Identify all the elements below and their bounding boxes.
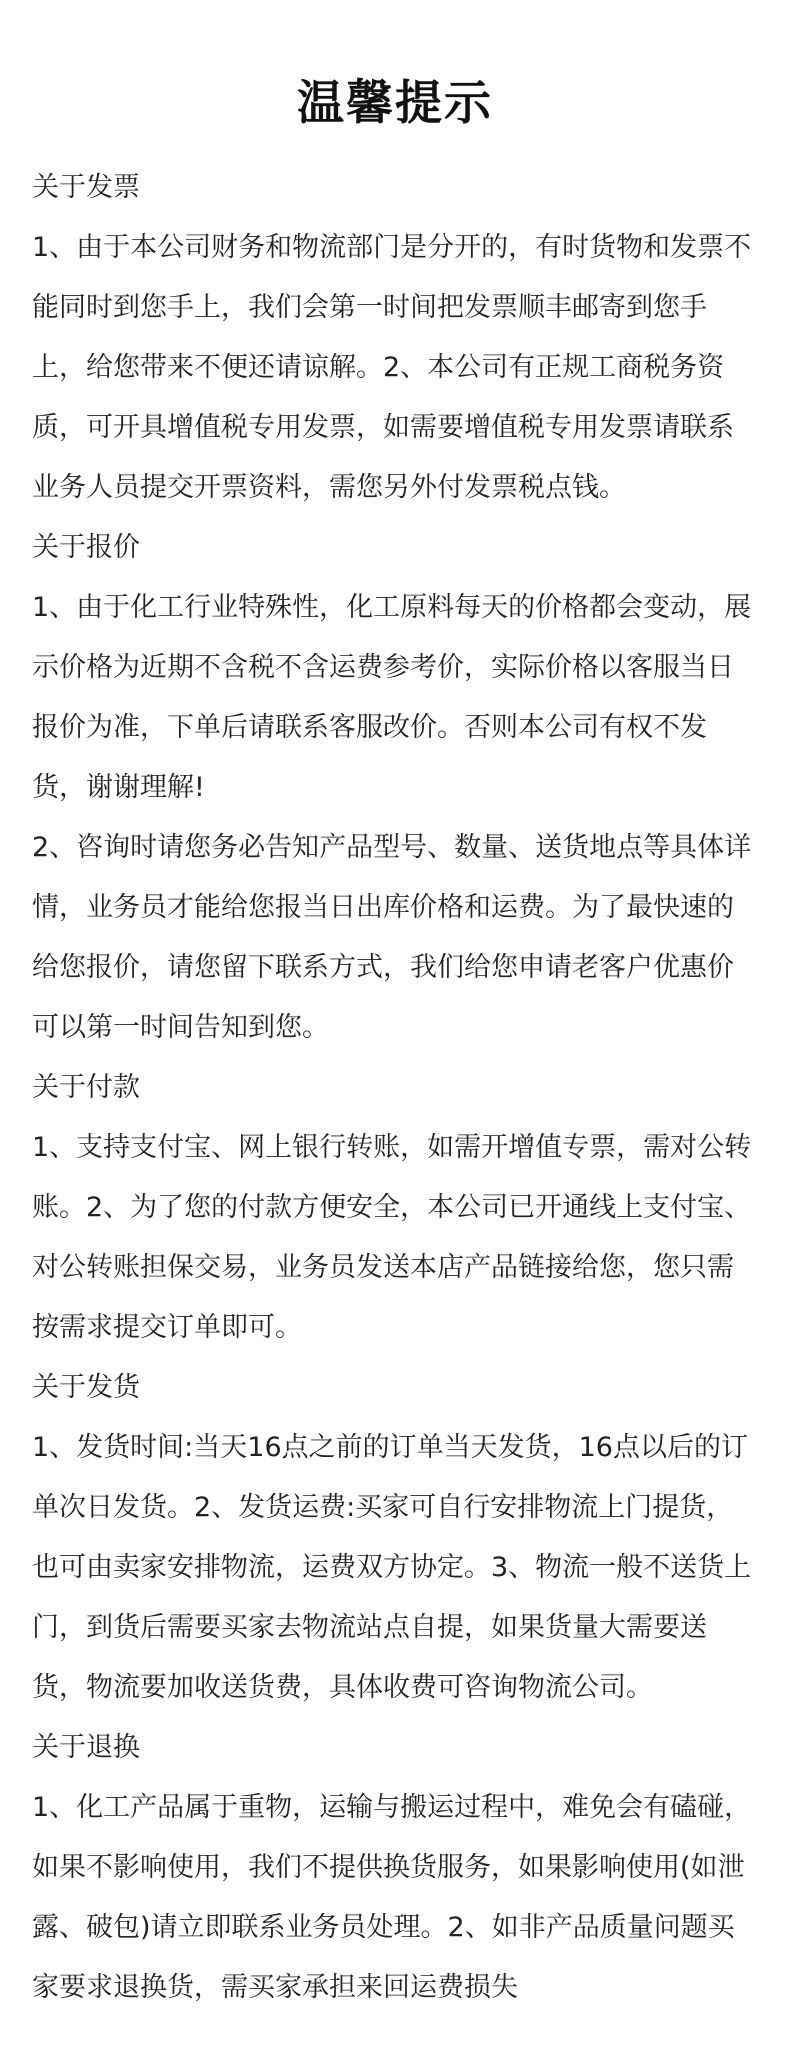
section-paragraph: 1、由于化工行业特殊性，化工原料每天的价格都会变动，展示价格为近期不含税不含运费参考价，实际价格以客服当日报价为准，下单后请联系客服改价。否则本公司有权不发货，谢谢理解! <box>32 592 752 803</box>
section-paragraph: 1、发货时间:当天16点之前的订单当天发货，16点以后的订单次日发货。2、发货运费:买家可自行安排物流上门提货，也可由卖家安排物流，运费双方协定。3、物流一般不送货上门，到货后需要买家去物流站点自提，如果货量大需要送货，物流要加收送货费，具体收费可咨询物流公司。 <box>32 1432 752 1703</box>
section-heading: 关于发票 <box>32 172 140 203</box>
section-paragraph: 1、由于本公司财务和物流部门是分开的，有时货物和发票不能同时到您手上，我们会第一时间把发票顺丰邮寄到您手上，给您带来不便还请谅解。2、本公司有正规工商税务资质，可开具增值税专用发票，如需要增值税专用发票请联系业务人员提交开票资料，需您另外付发票税点钱。 <box>32 232 752 503</box>
section-paragraph: 2、咨询时请您务必告知产品型号、数量、送货地点等具体详情，业务员才能给您报当日出库价格和运费。为了最快速的给您报价，请您留下联系方式，我们给您申请老客户优惠价可以第一时间告知到您。 <box>32 832 752 1043</box>
section-heading: 关于付款 <box>32 1072 140 1103</box>
section-heading: 关于报价 <box>32 532 140 563</box>
page-title: 温馨提示 <box>297 76 493 131</box>
section-returns <box>32 1718 758 2018</box>
section-payment <box>32 1058 758 1358</box>
section-heading: 关于退换 <box>32 1732 140 1763</box>
section-quote <box>32 518 758 1058</box>
section-shipping <box>32 1358 758 1718</box>
section-invoice <box>32 158 758 518</box>
section-paragraph: 1、支持支付宝、网上银行转账，如需开增值专票，需对公转账。2、为了您的付款方便安全，本公司已开通线上支付宝、对公转账担保交易，业务员发送本店产品链接给您，您只需按需求提交订单即可。 <box>32 1132 752 1343</box>
section-heading: 关于发货 <box>32 1372 140 1403</box>
section-paragraph: 1、化工产品属于重物，运输与搬运过程中，难免会有磕碰，如果不影响使用，我们不提供换货服务，如果影响使用(如泄露、破包)请立即联系业务员处理。2、如非产品质量问题买家要求退换货，需买家承担来回运费损失 <box>32 1792 752 2003</box>
